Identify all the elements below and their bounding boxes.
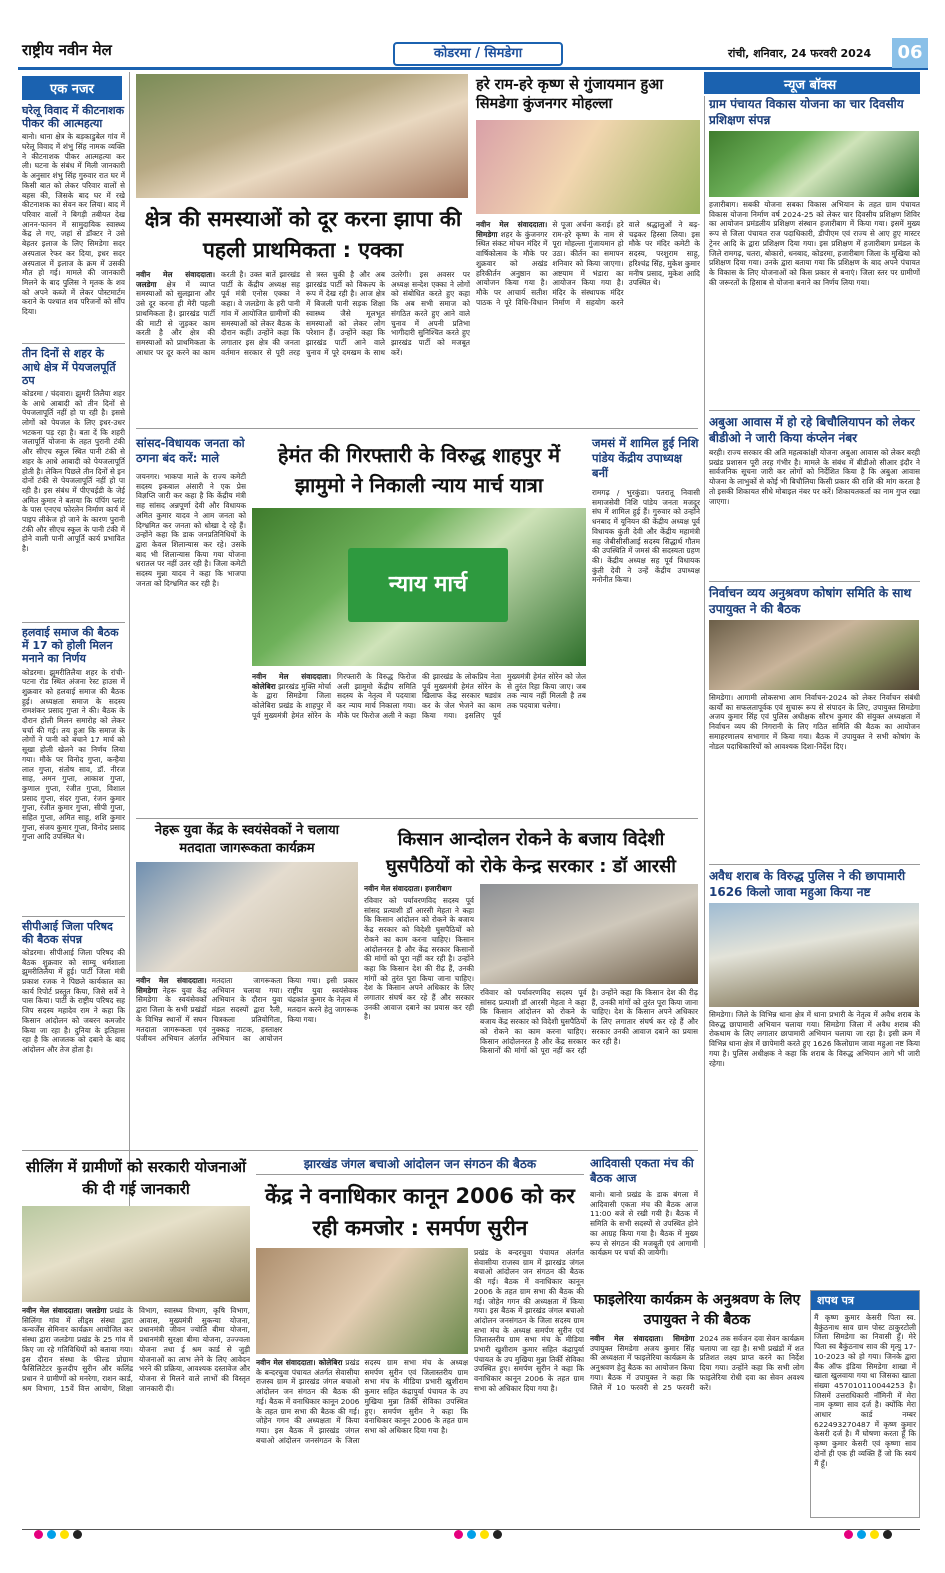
ek-nazar-tag-wrap <box>22 76 122 100</box>
jungle-story-body <box>256 1358 468 1518</box>
divider <box>709 581 920 582</box>
jungle-story-text: प्रखंड के बन्दरचुवा पंचायत अंतर्गत सेवासीया राजस्व ग्राम में झारखंड जंगल बचाओ आंदोलन जन संगठन की बैठक की गई। बैठक में वनाधिकार कानून 2006 के तहत ग्राम सभा की बैठक की गई। जोहेन गगन की अध्यक्षता में किया गया। इस बैठक में झारखंड जंगल बचाओ आंदोलन जनसंगठन के जिला सदस्य ग्राम सभा मंच के अध्यक्ष समर्पण सुरीन एवं जिलास्तरीय ग्राम सभा मंच के मीडिया प्रभारी खुशीराम कुमार सहित कंद्रापुर्या पंचायत के उप मुखिया मुन्ना तिर्की सेविका उपस्थित हुए। समर्पण सुरीन ने कहा कि वनाधिकार कानून 2006 के तहत ग्राम सभा को अधिकार दिया गया है। <box>256 1358 468 1445</box>
nehru-story-text: नेहरू युवा केंद्र सिमडेगा के स्वयंसेवकों द्वारा जिला के सभी प्रखंडों के विभिन्न स्थानों में सघन मतदाता जागरूकता एवं पंजीयन अभियान अंतर्गत मतदाता जागरूकता अभियान चलाया गया। अभियान के दौरान युवा मंडल सदस्यों द्वारा रैली, चित्रकला प्रतियोगिता, नुक्कड़ नाटक, हस्ताक्षर अभियान का आयोजन किया गया। इसी प्रकार राष्ट्रीय युवा स्वयंसेवक चंद्रकांत कुमार के नेतृत्व में मतदान करने हेतु जागरूक किया गया। <box>136 976 358 1044</box>
top-story-dateline: नवीन मेल संवाददाता। जलडेगा <box>136 270 215 289</box>
divider <box>22 343 125 344</box>
kunj-story-text: शहर के कुंजनगर स्थित संकट मोचन मंदिर में वार्षिकोत्सव के मौके पर शुक्रवार को अखंड हरिकीर्तन अनुष्ठान का आयोजन किया गया है। मौके पर आचार्य सतीश पाठक ने पूरे विधि-विधान से पूजा अर्चना कराई। हरे राम-हरे कृष्ण के नाम से पूरा मोहल्ला गुंजायमान हो उठा। कीर्तन का समापन शनिवार को किया जाएगा। अष्टयाम में भंडारा का आयोजन किया गया है। मंदिर के संस्थापक मंदिर निर्माण में सहयोग करने वाले श्रद्धालुओं ने बढ़-चढ़कर हिस्सा लिया। इस मौके पर मंदिर कमेटी के सदस्य, परशुराम साहू, हरिश्चंद्र सिंह, मुकेश कुमार मनीष प्रसाद, मुकेश आदि उपस्थित थे। <box>476 220 700 307</box>
jungle-story-strap: झारखंड जंगल बचाओ आंदोलन जन संगठन की बैठक <box>256 1156 584 1175</box>
kunj-story-headline: हरे राम-हरे कृष्ण से गुंजायमान हुआ सिमडेगा कुंजनगर मोहल्ला <box>476 77 664 112</box>
seeling-story-headline: सीलिंग में ग्रामीणों को सरकारी योजनाओं की दी गई जानकारी <box>26 1158 246 1198</box>
shapath-patra-body: मैं कृष्ण कुमार केसरी पिता स्व. बैकुंठनाथ साव ग्राम पोस्ट ठाकुरटोली जिला सिमडेगा का निवासी हूँ। मेरे पिता स्व बैकुंठनाथ साव की मृत्यु 17-10-2023 को हो गया। जिनके द्वारा बैंक ऑफ इंडिया सिमडेगा शाखा में खाता खुलवाया गया था जिसका खाता संख्या 457010110044253 है। जिसमें उत्तराधिकारी नॉमिनी में मेरा नाम कृष्णा साव दर्ज है। क्योंकि मेरा आधार कार्ड नम्बर 622493270487 में कृष्ण कुमार केसरी दर्ज है। मैं घोषणा करता हूँ कि कृष्ण कुमार केसरी एवं कृष्णा साव दोनों ही एक ही व्यक्ति हैं जो कि स्वयं मैं हूँ। <box>814 1313 916 1468</box>
nehru-story-dateline: नवीन मेल संवाददाता। सिमडेगा <box>136 976 207 995</box>
section-label: कोडरमा / सिमडेगा <box>393 42 563 66</box>
divider <box>136 428 698 429</box>
kisan-story-text-1: रविवार को पर्यावरणविद सदस्य पूर्व सांसद प्रत्याशी डॉ आरसी मेहता ने कहा कि किसान आंदोलन को रोकने के बजाय केंद्र सरकार को विदेशी घुसपैठियों को रोकने का काम करना चाहिए। किसान आंदोलनरत है और केंद्र सरकार किसानों की मांगों को पूरा नहीं कर रही है। उन्होंने कहा कि किसान देश की रीढ़ हैं, उनकी मांगों को तुरंत पूरा किया जाना चाहिए। देश के किसान अपने अधिकार के लिए लगातार संघर्ष कर रहे हैं और सरकार उनकी आवाज दबाने का प्रयास कर रही है। <box>364 896 474 1022</box>
news-box-item-1-body: हजारीबाग। सबकी योजना सबका विकास अभियान के तहत ग्राम पंचायत विकास योजना निर्माण वर्ष 2024-25 को लेकर चार दिवसीय प्रशिक्षण शिविर का आयोजन प्रमंडलीय प्रशिक्षण संस्थान हजारीबाग में किया गया। इसमें मुख्य रूप से जिला पंचायत राज पदाधिकारी, डीपीएम एवं राज्य से आए हुए मास्टर ट्रेनर आदि के द्वारा प्रशिक्षण दिया गया। इस प्रशिक्षण में हजारीबाग प्रमंडल के जिले रामगढ़, चतरा, बोकारो, धनबाद, कोडरमा, हजारीबाग जिला के मुखिया को प्रशिक्षण दिया गया। उनके द्वारा बताया गया कि प्रशिक्षण के बाद अपने पंचायत के विकास के लिए योजनाओं को किस प्रकार से बनाएं। जिला स्तर पर ग्रामीणों की जरूरतों के हिसाब से योजना बनाने का निर्णय लिया गया। <box>709 200 920 287</box>
top-story-photo <box>136 74 468 198</box>
yellow-swatch <box>60 1530 69 1539</box>
shapath-patra-title: शपथ पत्र <box>811 1291 919 1310</box>
magenta-swatch <box>34 1530 43 1539</box>
news-box-item-4-body: सिमडेगा। जिले के विभिन्न थाना क्षेत्र में थाना प्रभारी के नेतृत्व में अवैध शराब के विरुद्ध छापामारी अभियान चलाया गया। सिमडेगा जिला में अवैध शराब की रोकथाम के लिए लगातार छापामारी अभियान चलाया जा रहा है। इसी क्रम में विभिन्न थाना क्षेत्र में छापेमारी करते हुए 1626 किलोग्राम जावा महुआ नष्ट किया गया है। पुलिस अधीक्षक ने कहा कि शराब के विरुद्ध अभियान आगे भी जारी रहेगा। <box>709 1010 920 1068</box>
registration-bar <box>22 1524 920 1536</box>
nyay-march-banner: न्याय मार्च <box>348 548 508 622</box>
left-item-3-body: कोडरमा। झुमरीतिलैया शहर के रांची-पटना रोड स्थित अंजना रेस्ट हाउस में शुक्रवार को हलवाई समाज की बैठक हुई। अध्यक्षता समाज के सदस्य रामशंकर प्रसाद गुप्ता ने की। बैठक के दौरान होली मिलन समारोह को लेकर चर्चा की गई। तय हुआ कि समाज के लोगों ने पानी को बचाने 17 मार्च को सूखा होली खेलने का निर्णय लिया गया। मौके पर विनोद गुप्ता, कन्हैया लाल गुप्ता, संतोष साव, डॉ. नीरज साह, अमन गुप्ता, आकाश गुप्ता, कुणाल गुप्ता, रंजीत गुप्ता, विशाल प्रसाद गुप्ता, संदर गुप्ता, रंजन कुमार गुप्ता, रंजीत कुमार गुप्ता, सीपी गुप्ता, सहित गुप्ता, अमित साहू, शशि कुमार गुप्ता, संजय कुमार गुप्ता, विनोद प्रसाद गुप्ता आदि उपस्थित थे। <box>22 667 125 842</box>
issue-date: रांची, शनिवार, 24 फरवरी 2024 <box>728 47 872 60</box>
nishi-story-headline: जमसं में शामिल हुई निशि पांडेय केंद्रीय उपाध्यक्ष बनीं <box>592 436 699 480</box>
filaria-story-body <box>590 1334 804 1518</box>
nehru-story-headline: नेहरू युवा केंद्र के स्वयंसेवकों ने चलाया मतदाता जागरूकता कार्यक्रम <box>154 823 340 856</box>
kisan-story-headline: किसान आन्दोलन रोकने के बजाय विदेशी घुसपैठियों को रोके केन्द्र सरकार : डॉ आरसी <box>386 829 676 877</box>
cyan-swatch <box>467 1530 476 1539</box>
left-item-2-body: कोडरमा / चंदवारा। झुमरी तिलैया शहर के आधे आबादी को तीन दिनों से पेयजलापूर्ति नहीं हो पा रही है। इससे लोगों को पेयजल के लिए इधर-उधर भटकना पड़ रहा है। बता दें कि शहरी जलापूर्ति योजना के तहत पुरानी टंकी और सीएच स्कूल स्थित पानी टंकी से शहर के आधे आबादी को पेयजलापूर्ति होती है। लेकिन पिछले तीन दिनों से इन दोनों टंकी से पेयजलापूर्ति नहीं हो पा रही है। इस संबंध में पीएचईडी के जेई अमित कुमार ने बताया कि पंपिंग प्लांट के पास एनएच फोरलेन निर्माण कार्य में पाइप लीकेज हो जाने के कारण पुरानी टंकी और सीएच स्कूल के पानी टंकी में होने वाली पानी आपूर्ति कार्य प्रभावित है। <box>22 388 125 554</box>
left-item-2-headline: तीन दिनों से शहर के आधे क्षेत्र में पेयजलपूर्ति ठप <box>22 347 116 387</box>
divider <box>136 818 698 819</box>
male-story-headline: सांसद-विधायक जनता को ठगना बंद करें: माले <box>136 436 245 465</box>
left-item-4-headline: सीपीआई जिला परिषद की बैठक संपन्न <box>22 919 113 946</box>
news-box-item-1-headline: ग्राम पंचायत विकास योजना का चार दिवसीय प्रशिक्षण संपन्न <box>709 97 904 127</box>
divider <box>22 916 125 917</box>
left-column <box>22 72 130 1247</box>
left-item-1-headline: घरेलू विवाद में कीटनाशक पीकर की आत्महत्या <box>22 104 125 131</box>
adivasi-story-body: बानो। बानो प्रखंड के डाक बंगला में आदिवासी एकता मंच की बैठक आज 11:00 बजे से रखी गयी है। बैठक में समिति के सभी सदस्यों से उपस्थित होने का आग्रह किया गया है। बैठक में मुख्य रूप से संगठन की मजबूती एवं आगामी कार्यक्रम पर चर्चा की जायेगी। <box>590 1190 698 1258</box>
nehru-story-photo <box>136 862 358 972</box>
news-box-item-4-headline: अवैध शराब के विरुद्ध पुलिस ने की छापामारी 1626 किलो जावा महुआ किया नष्ट <box>709 869 906 899</box>
cyan-swatch <box>47 1530 56 1539</box>
kunj-story-dateline: नवीन मेल संवाददाता। सिमडेगा <box>476 220 548 239</box>
news-box-item-3-headline: निर्वाचन व्यय अनुश्रवण कोषांग समिति के साथ उपायुक्त ने की बैठक <box>709 586 912 616</box>
seeling-story-dateline: नवीन मेल संवाददाता। जलडेगा <box>22 1306 107 1315</box>
page-number: 06 <box>892 38 928 68</box>
filaria-story-headline: फाइलेरिया कार्यक्रम के अनुश्रवण के लिए उपायुक्त ने की बैठक <box>593 1292 801 1328</box>
kisan-story-dateline: नवीन मेल संवाददाता। हजारीबाग <box>364 884 452 893</box>
news-box-item-2-headline: अबुआ आवास में हो रहे बिचौलियापन को लेकर बीडीओ ने जारी किया कंप्लेन नंबर <box>709 415 915 445</box>
paper-name: राष्ट्रीय नवीन मेल <box>22 41 112 59</box>
kunj-story-body <box>476 220 700 422</box>
left-item-1-body: बानो। थाना क्षेत्र के बड़काडुबेल गांव में घरेलू विवाद में शंभु सिंह नामक व्यक्ति ने कीटनाशक पीकर आत्महत्या कर ली। घटना के संबंध में मिली जानकारी के अनुसार शंभु सिंह गुरुवार रात घर में किसी बात को लेकर परिवार वालों से बहस की, जिसके बाद घर में रखे कीटनाशक का सेवन कर लिया। बाद में परिवार वालों ने बिगड़ी तबीयत देख आनन-फानन में सामुदायिक स्वास्थ्य केंद्र ले गए, जहां से डॉक्टर ने उसे बेहतर इलाज के लिए सिमडेगा सदर अस्पताल रेफर कर दिया, इधर सदर अस्पताल में इलाज के क्रम में उसकी मौत हो गई। मामले की जानकारी मिलने के बाद पुलिस ने मृतक के शव को अपने कब्जे में लेकर पोस्टमार्टम कराने के पश्चात शव परिजनों को सौंप दिया। <box>22 132 125 317</box>
hemant-story-text: झारखंड मुक्ति मोर्चा के द्वारा सिमडेगा जिला कोलेबिरा प्रखंड के शाहपुर में पूर्व मुख्यमंत्री हेमंत सोरेन के गिरफ्तारी के विरुद्ध फिरोज अली झामुमो केंद्रीय समिति सदस्य के नेतृत्व में पदयात्रा कर न्याय मार्च निकाला गया। मौके पर फिरोज अली ने कहा की झारखंड के लोकप्रिय नेता पूर्व मुख्यमंत्री हेमंत सोरेन के खिलाफ केंद्र सरकार षड्यंत्र कर के जेल भेजने का काम किया गया। इसलिए पूर्व मुख्यमंत्री हेमंत सोरेन को जेल से तुरंत रिहा किया जाए। जब तक न्याय नहीं मिलती है तब तक पदयात्रा चलेगा। <box>252 672 586 720</box>
hemant-story-headline: हेमंत की गिरफ्तारी के विरुद्ध शाहपुर में झामुमो ने निकाली न्याय मार्च यात्रा <box>277 443 561 497</box>
masthead <box>18 38 928 70</box>
top-story-body <box>136 270 470 422</box>
black-swatch <box>73 1530 82 1539</box>
kunj-story-photo <box>476 120 700 214</box>
yellow-swatch <box>480 1530 489 1539</box>
left-item-3-headline: हलवाई समाज की बैठक में 17 को होली मिलन मनाने का निर्णय <box>22 625 119 666</box>
adivasi-story-headline: आदिवासी एकता मंच की बैठक आज <box>590 1156 694 1185</box>
filaria-story-dateline: नवीन मेल संवाददाता। सिमडेगा <box>590 1334 695 1343</box>
top-story-headline: क्षेत्र की समस्याओं को दूर करना झापा की पहली प्राथमिकता : एक्का <box>144 207 462 262</box>
jungle-story-headline: केंद्र ने वनाधिकार कानून 2006 को कर रही कमजोर : समर्पण सुरीन <box>265 1184 575 1240</box>
cyan-swatch <box>857 1530 866 1539</box>
male-story-body: जयनगर। भाकपा माले के राज्य कमेटी सदस्य इकबाल अंसारी ने एक प्रेस विज्ञप्ति जारी कर कहा है कि केंद्रीय मंत्री सह सांसद अन्नपूर्णा देवी और विधायक अमित कुमार यादव ने आम जनता को दिग्भ्रमित कर जनता को धोखा दे रहे हैं। उन्होंने कहा कि डाक जनप्रतिनिधियों के द्वारा केवल शिलान्यास कर रहे। उसके बाद भी शिलान्यास किया गया योजना धरातल पर नहीं उतर रही है। जिला कमेटी सदस्य मुन्ना यादव ने कहा कि भाजपा जनता को दिग्भ्रमित कर रही है। <box>136 472 246 588</box>
news-box-title: न्यूज बॉक्स <box>784 78 837 93</box>
seeling-story-text: प्रखंड के सिलिंगा गांव में लीड्स संस्था द्वारा कन्वर्जेंस सेमिनार कार्यक्रम आयोजित कर संस्था द्वारा जलडेगा प्रखंड के 25 गांव में किए जा रहे गतिविधियों को बताया गया। इस दौरान संस्था के फील्ड प्रोग्राम फैसिलिटेटर कुलदीप सुरीन और कलिंद्र प्रधान ने ग्रामीणों को मनरेगा, राशन कार्ड, श्रम विभाग, 15वें वित्त आयोग, शिक्षा विभाग, स्वास्थ्य विभाग, कृषि विभाग, आवास, मुख्यमंत्री सुकन्या योजना, प्रधानमंत्री जीवन ज्योति बीमा योजना, प्रधानमंत्री सुरक्षा बीमा योजना, उज्ज्वला योजना तथा ई श्रम कार्ड से जुड़ी योजनाओं का लाभ लेने के लिए आवेदन भरने की प्रक्रिया, आवश्यक दस्तावेज और योजना से मिलने वाले लाभों की विस्तृत जानकारी दी। <box>22 1306 250 1393</box>
news-box-item-3-body: सिमडेगा। आगामी लोकसभा आम निर्वाचन-2024 को लेकर निर्वाचन संबंधी कार्यों का सफलतापूर्वक एवं सुचारू रूप से संपादन के लिए, उपायुक्त सिमडेगा अजय कुमार सिंह एवं पुलिस अधीक्षक सौरभ कुमार की संयुक्त अध्यक्षता में निर्वाचन व्यय की निगरानी के लिए गठित समिति की बैठक का आयोजन समाहरणालय सभागार में किया गया। बैठक में उपायुक्त ने सभी कोषांग के नोडल पदाधिकारियों को आवश्यक दिशा-निर्देश दिए। <box>709 693 920 751</box>
black-swatch <box>883 1530 892 1539</box>
news-box-item-3-photo <box>709 620 919 690</box>
nishi-story-body: रामगढ़ / भुरकुंडा। पतरातू निवासी समाजसेवी निशि पांडेय जनता मजदूर संघ में शामिल हुई हैं। गुरुवार को उन्होंने धनबाद में यूनियन की केंद्रीय अध्यक्ष पूर्व विधायक कुंती देवी और केंद्रीय महामंत्री सह जेबीसीसीआई सदस्य सिद्धार्थ गौतम की उपस्थिति में जमसं की सदस्यता ग्रहण की। केंद्रीय अध्यक्ष सह पूर्व विधायक कुंती देवी ने उन्हें केंद्रीय उपाध्यक्ष मनोनीत किया। <box>592 488 700 585</box>
filaria-story-text: उपायुक्त सिमडेगा अजय कुमार सिंह की अध्यक्षता में फाइलेरिया कार्यक्रम के अनुश्रवण हेतु बैठक का आयोजन किया गया। बैठक में उपायुक्त ने कहा कि जिले में 10 फरवरी से 25 फरवरी 2024 तक सर्वजन दवा सेवन कार्यक्रम चलाया जा रहा है। सभी प्रखंडों में शत प्रतिशत लक्ष्य प्राप्त करने का निर्देश दिया गया। उन्होंने कहा कि सभी लोग फाइलेरिया रोधी दवा का सेवन अवश्य करें। <box>590 1334 804 1392</box>
divider <box>22 622 125 623</box>
divider <box>709 410 920 411</box>
hemant-story-photo <box>252 508 586 666</box>
nehru-story-body <box>136 976 358 1144</box>
divider <box>22 1150 698 1151</box>
hemant-story-dateline: नवीन मेल संवाददाता। कोलेबिरा <box>252 672 331 691</box>
jungle-story-dateline: नवीन मेल संवाददाता। कोलेबिरा <box>256 1358 343 1367</box>
news-box-header <box>704 72 920 94</box>
news-box-item-4-photo <box>709 903 919 1007</box>
black-swatch <box>493 1530 502 1539</box>
left-item-4-body: कोडरमा। सीपीआई जिला परिषद की बैठक शुक्रवार को साम्यू धर्मशाला झुमरीतिलैया में हुई। पार्टी जिला मंत्री प्रकाश रजक ने पिछले कार्यकाल का कार्य रिपोर्ट प्रस्तुत किया, जिसे सर्वे ने पास किया। पार्टी के राष्ट्रीय परिषद सह जिप सदस्य महादेव राम ने कहा कि किसान आंदोलन को जबरन कमजोर किया जा रहा है। दुनिया के इतिहास रहा है कि आजतक को दबाने के बाद आंदोलन और तेज होता है। <box>22 947 125 1054</box>
jungle-story-continued: प्रखंड के बन्दरचुवा पंचायत अंतर्गत सेवासीया राजस्व ग्राम में झारखंड जंगल बचाओ आंदोलन जन संगठन की बैठक की गई। बैठक में वनाधिकार कानून 2006 के तहत ग्राम सभा की बैठक की गई। जोहेन गगन की अध्यक्षता में किया गया। इस बैठक में झारखंड जंगल बचाओ आंदोलन जनसंगठन के जिला सदस्य ग्राम सभा मंच के अध्यक्ष समर्पण सुरीन एवं जिलास्तरीय ग्राम सभा मंच के मीडिया प्रभारी खुशीराम कुमार सहित कंद्रापुर्या पंचायत के उप मुखिया मुन्ना तिर्की सेविका उपस्थित हुए। समर्पण सुरीन ने कहा कि वनाधिकार कानून 2006 के तहत ग्राम सभा को अधिकार दिया गया है। <box>474 1248 584 1393</box>
ek-nazar-tag: एक नजर <box>22 76 122 100</box>
news-box-item-2-body: बरही। राज्य सरकार की अति महत्वकांक्षी योजना अबुआ आवास को लेकर बरही प्रखंड प्रशासन पूरी तरह गंभीर है। मामले के संबंध में बीडीओ सीआर इंदौर ने सार्वजनिक सूचना जारी कर लोगों को निर्देशित किया है कि अबुआ आवास योजना के लाभुकों से कोई भी बिचौलिया किसी प्रकार की राशि की मांग करता है तो इसकी शिकायत सीधे मोबाइल नंबर पर करें। शिकायतकर्ता का नाम गुप्त रखा जाएगा। <box>709 448 920 506</box>
jungle-story-photo <box>256 1248 468 1354</box>
kisan-story-text-2: रविवार को पर्यावरणविद सदस्य पूर्व सांसद प्रत्याशी डॉ आरसी मेहता ने कहा कि किसान आंदोलन को रोकने के बजाय केंद्र सरकार को विदेशी घुसपैठियों को रोकने का काम करना चाहिए। किसान आंदोलनरत है और केंद्र सरकार किसानों की मांगों को पूरा नहीं कर रही है। उन्होंने कहा कि किसान देश की रीढ़ हैं, उनकी मांगों को तुरंत पूरा किया जाना चाहिए। देश के किसान अपने अधिकार के लिए लगातार संघर्ष कर रहे हैं और सरकार उनकी आवाज दबाने का प्रयास कर रही है। <box>480 988 698 1056</box>
magenta-swatch <box>454 1530 463 1539</box>
divider <box>709 864 920 865</box>
shapath-patra-box <box>810 1290 920 1518</box>
top-story-text: क्षेत्र में व्याप्त समस्याओं को सुलझाना और उसे दूर करना ही मेरी पहली प्राथमिकता है। झारखंड पार्टी की माटी से जुड़कर काम करती है और क्षेत्र की समस्याओं को प्राथमिकता के आधार पर दूर करने का काम करती है। उक्त बातें झारखंड पार्टी के केंद्रीय अध्यक्ष सह पूर्व मंत्री एनोस एक्का ने कहा। वे जलडेगा के हरी पानी गांव में आयोजित ग्रामीणों की समस्याओं को लेकर बैठक के दौरान कहीं। उन्होंने कहा कि लगातार इस क्षेत्र की जनता वर्तमान सरकार से पूरी तरह से त्रस्त चुकी है और अब झारखंड पार्टी को विकल्प के रूप में देख रही है। आज क्षेत्र में बिजली पानी सड़क शिक्षा स्वास्थ्य जैसे मूलभूत समस्याओं को लेकर लोग परेशान हैं। उन्होंने कहा कि झारखंड पार्टी आने वाले चुनाव में पूरे दमखम के साथ उतरेगी। इस अवसर पर अध्यक्ष सन्देश एक्का ने लोगों को संबोधित करते हुए कहा कि अब सभी समाज को संगठित करते हुए आने वाले चुनाव में अपनी प्रतिभा भागीदारी सुनिश्चित करते हुए झारखंड पार्टी को मजबूत करें। <box>136 270 470 357</box>
magenta-swatch <box>844 1530 853 1539</box>
hemant-story-body <box>252 672 586 812</box>
seeling-story-body <box>22 1306 250 1518</box>
kisan-story-photo <box>480 884 698 984</box>
news-box <box>704 96 920 1248</box>
news-box-item-1-photo <box>709 131 919 197</box>
yellow-swatch <box>870 1530 879 1539</box>
seeling-story-photo <box>22 1206 250 1302</box>
